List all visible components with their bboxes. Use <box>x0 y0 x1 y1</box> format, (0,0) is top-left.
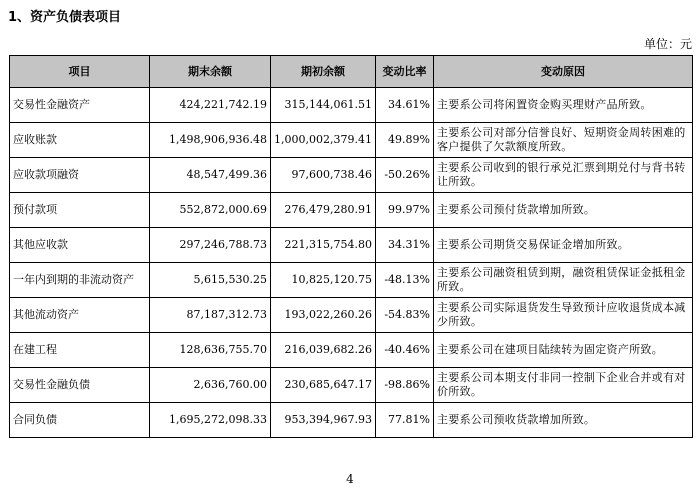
header-end-balance: 期末余额 <box>150 56 271 88</box>
table-row <box>10 298 693 333</box>
table-row <box>10 193 693 228</box>
table-row <box>10 403 693 438</box>
row-item: 预付款项 <box>10 193 150 228</box>
balance-sheet-table <box>9 55 693 438</box>
row-change-ratio: -54.83% <box>376 298 434 333</box>
row-change-reason: 主要系公司收到的银行承兑汇票到期兑付与背书转让所致。 <box>434 158 693 193</box>
page-number: 4 <box>346 472 354 486</box>
row-end-balance: 1,498,906,936.48 <box>150 123 271 158</box>
row-item: 在建工程 <box>10 333 150 368</box>
row-change-ratio: -40.46% <box>376 333 434 368</box>
row-change-reason: 主要系公司本期支付非同一控制下企业合并或有对价所致。 <box>434 368 693 403</box>
row-begin-balance: 315,144,061.51 <box>271 88 376 123</box>
row-change-ratio: -50.26% <box>376 158 434 193</box>
row-item: 交易性金融资产 <box>10 88 150 123</box>
row-begin-balance: 216,039,682.26 <box>271 333 376 368</box>
row-begin-balance: 953,394,967.93 <box>271 403 376 438</box>
row-change-ratio: 49.89% <box>376 123 434 158</box>
row-item: 其他流动资产 <box>10 298 150 333</box>
header-change-reason: 变动原因 <box>434 56 693 88</box>
row-change-reason: 主要系公司期货交易保证金增加所致。 <box>434 228 693 263</box>
header-item: 项目 <box>10 56 150 88</box>
table-row <box>10 158 693 193</box>
table-header-row <box>10 56 693 88</box>
row-end-balance: 297,246,788.73 <box>150 228 271 263</box>
table-row <box>10 228 693 263</box>
row-item: 交易性金融负债 <box>10 368 150 403</box>
row-change-reason: 主要系公司实际退货发生导致预计应收退货成本减少所致。 <box>434 298 693 333</box>
row-begin-balance: 276,479,280.91 <box>271 193 376 228</box>
row-item: 应收账款 <box>10 123 150 158</box>
row-begin-balance: 230,685,647.17 <box>271 368 376 403</box>
table-row <box>10 263 693 298</box>
row-change-reason: 主要系公司在建项目陆续转为固定资产所致。 <box>434 333 693 368</box>
row-item: 合同负债 <box>10 403 150 438</box>
row-end-balance: 552,872,000.69 <box>150 193 271 228</box>
row-change-reason: 主要系公司预收货款增加所致。 <box>434 403 693 438</box>
row-change-ratio: 34.31% <box>376 228 434 263</box>
row-begin-balance: 10,825,120.75 <box>271 263 376 298</box>
table-row <box>10 333 693 368</box>
row-item: 一年内到期的非流动资产 <box>10 263 150 298</box>
row-end-balance: 424,221,742.19 <box>150 88 271 123</box>
row-change-ratio: 99.97% <box>376 193 434 228</box>
row-change-reason: 主要系公司对部分信誉良好、短期资金周转困难的客户提供了欠款额度所致。 <box>434 123 693 158</box>
row-begin-balance: 193,022,260.26 <box>271 298 376 333</box>
header-change-ratio: 变动比率 <box>376 56 434 88</box>
header-begin-balance: 期初余额 <box>271 56 376 88</box>
row-change-ratio: -98.86% <box>376 368 434 403</box>
row-end-balance: 1,695,272,098.33 <box>150 403 271 438</box>
row-end-balance: 128,636,755.70 <box>150 333 271 368</box>
row-item: 应收款项融资 <box>10 158 150 193</box>
section-title: 1、资产负债表项目 <box>8 10 122 25</box>
row-change-ratio: -48.13% <box>376 263 434 298</box>
row-change-ratio: 34.61% <box>376 88 434 123</box>
row-change-reason: 主要系公司融资租赁到期，融资租赁保证金抵租金所致。 <box>434 263 693 298</box>
row-change-reason: 主要系公司预付货款增加所致。 <box>434 193 693 228</box>
table-row <box>10 368 693 403</box>
unit-label: 单位：元 <box>643 37 692 51</box>
row-end-balance: 48,547,499.36 <box>150 158 271 193</box>
row-change-ratio: 77.81% <box>376 403 434 438</box>
row-end-balance: 87,187,312.73 <box>150 298 271 333</box>
row-begin-balance: 221,315,754.80 <box>271 228 376 263</box>
row-begin-balance: 1,000,002,379.41 <box>271 123 376 158</box>
row-end-balance: 2,636,760.00 <box>150 368 271 403</box>
row-item: 其他应收款 <box>10 228 150 263</box>
row-change-reason: 主要系公司将闲置资金购买理财产品所致。 <box>434 88 693 123</box>
table-row <box>10 123 693 158</box>
table-row <box>10 88 693 123</box>
row-begin-balance: 97,600,738.46 <box>271 158 376 193</box>
row-end-balance: 5,615,530.25 <box>150 263 271 298</box>
